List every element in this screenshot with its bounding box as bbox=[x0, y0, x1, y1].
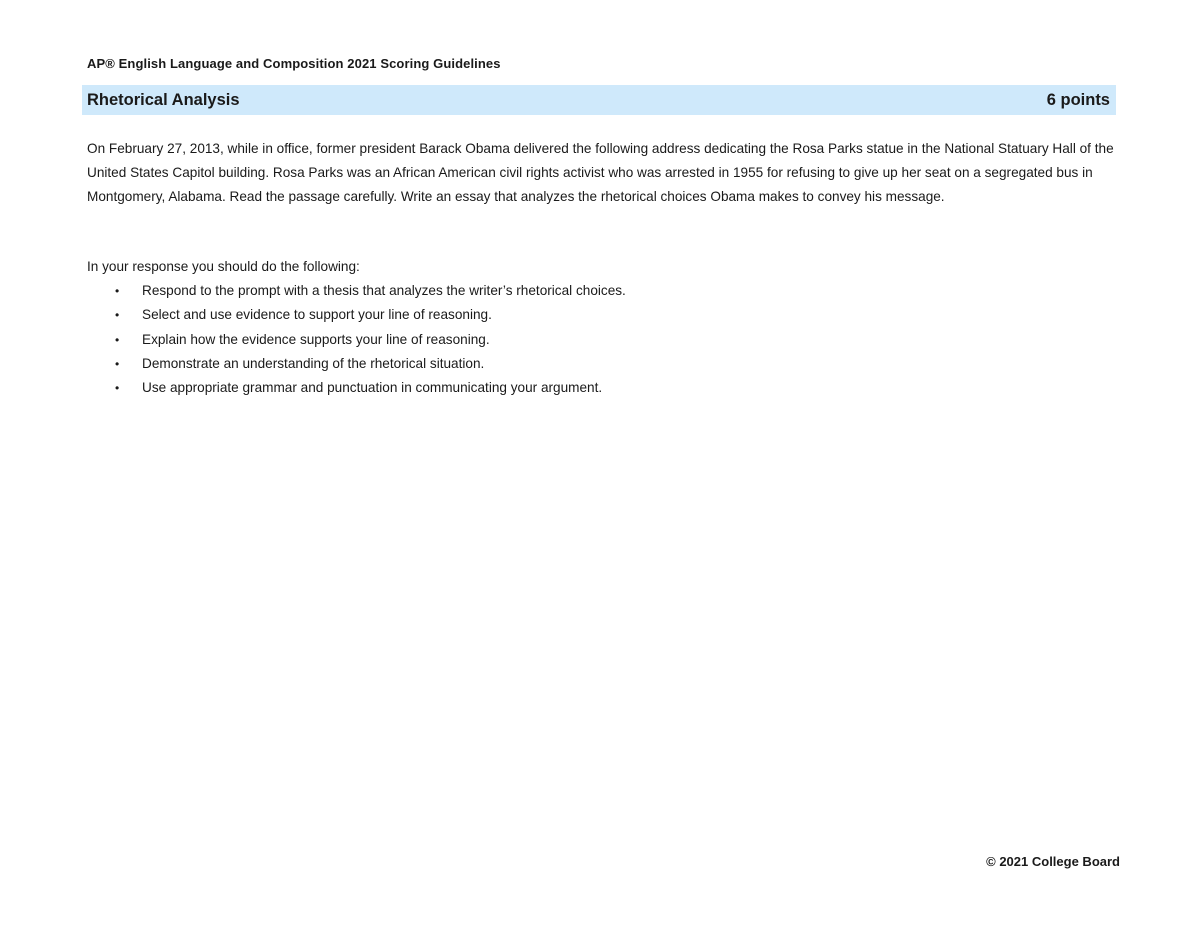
list-item-text: Respond to the prompt with a thesis that analyzes the writer’s rhetorical choices. bbox=[142, 283, 626, 298]
running-header: AP® English Language and Composition 2021 Scoring Guidelines bbox=[87, 56, 501, 71]
list-item-text: Select and use evidence to support your line of reasoning. bbox=[142, 307, 492, 323]
list-item-text: Explain how the evidence supports your line of reasoning. bbox=[142, 331, 490, 347]
list-item bbox=[87, 352, 626, 376]
list-item bbox=[87, 376, 626, 400]
bullet-icon: • bbox=[115, 332, 120, 347]
prompt-paragraph: On February 27, 2013, while in office, former president Barack Obama delivered the following address dedicating the Rosa Parks statue in the National Statuary Hall of the United States Capitol building. Rosa Parks was an African American civil rights activist who was arrested in 1955 for refusing to give up her seat on a segregated bus in Montgomery, Alabama. Read the passage carefully. Write an essay that analyzes the rhetorical choices Obama makes to convey his message. bbox=[87, 141, 1114, 204]
list-item bbox=[87, 328, 626, 352]
bullet-icon: • bbox=[115, 356, 120, 371]
bullet-icon: • bbox=[115, 284, 120, 298]
section-title-band bbox=[82, 85, 1116, 115]
instructions-lead: In your response you should do the following: bbox=[87, 259, 360, 274]
bullet-icon: • bbox=[115, 381, 120, 396]
list-item bbox=[87, 303, 626, 327]
copyright-footer: © 2021 College Board bbox=[986, 854, 1120, 869]
section-points: 6 points bbox=[1046, 90, 1110, 109]
list-item bbox=[87, 279, 626, 303]
instructions-list bbox=[87, 279, 626, 400]
list-item-text: Use appropriate grammar and punctuation in communicating your argument. bbox=[142, 380, 603, 396]
section-title: Rhetorical Analysis bbox=[87, 90, 240, 109]
bullet-icon: • bbox=[115, 308, 120, 323]
list-item-text: Demonstrate an understanding of the rhetorical situation. bbox=[142, 355, 485, 371]
